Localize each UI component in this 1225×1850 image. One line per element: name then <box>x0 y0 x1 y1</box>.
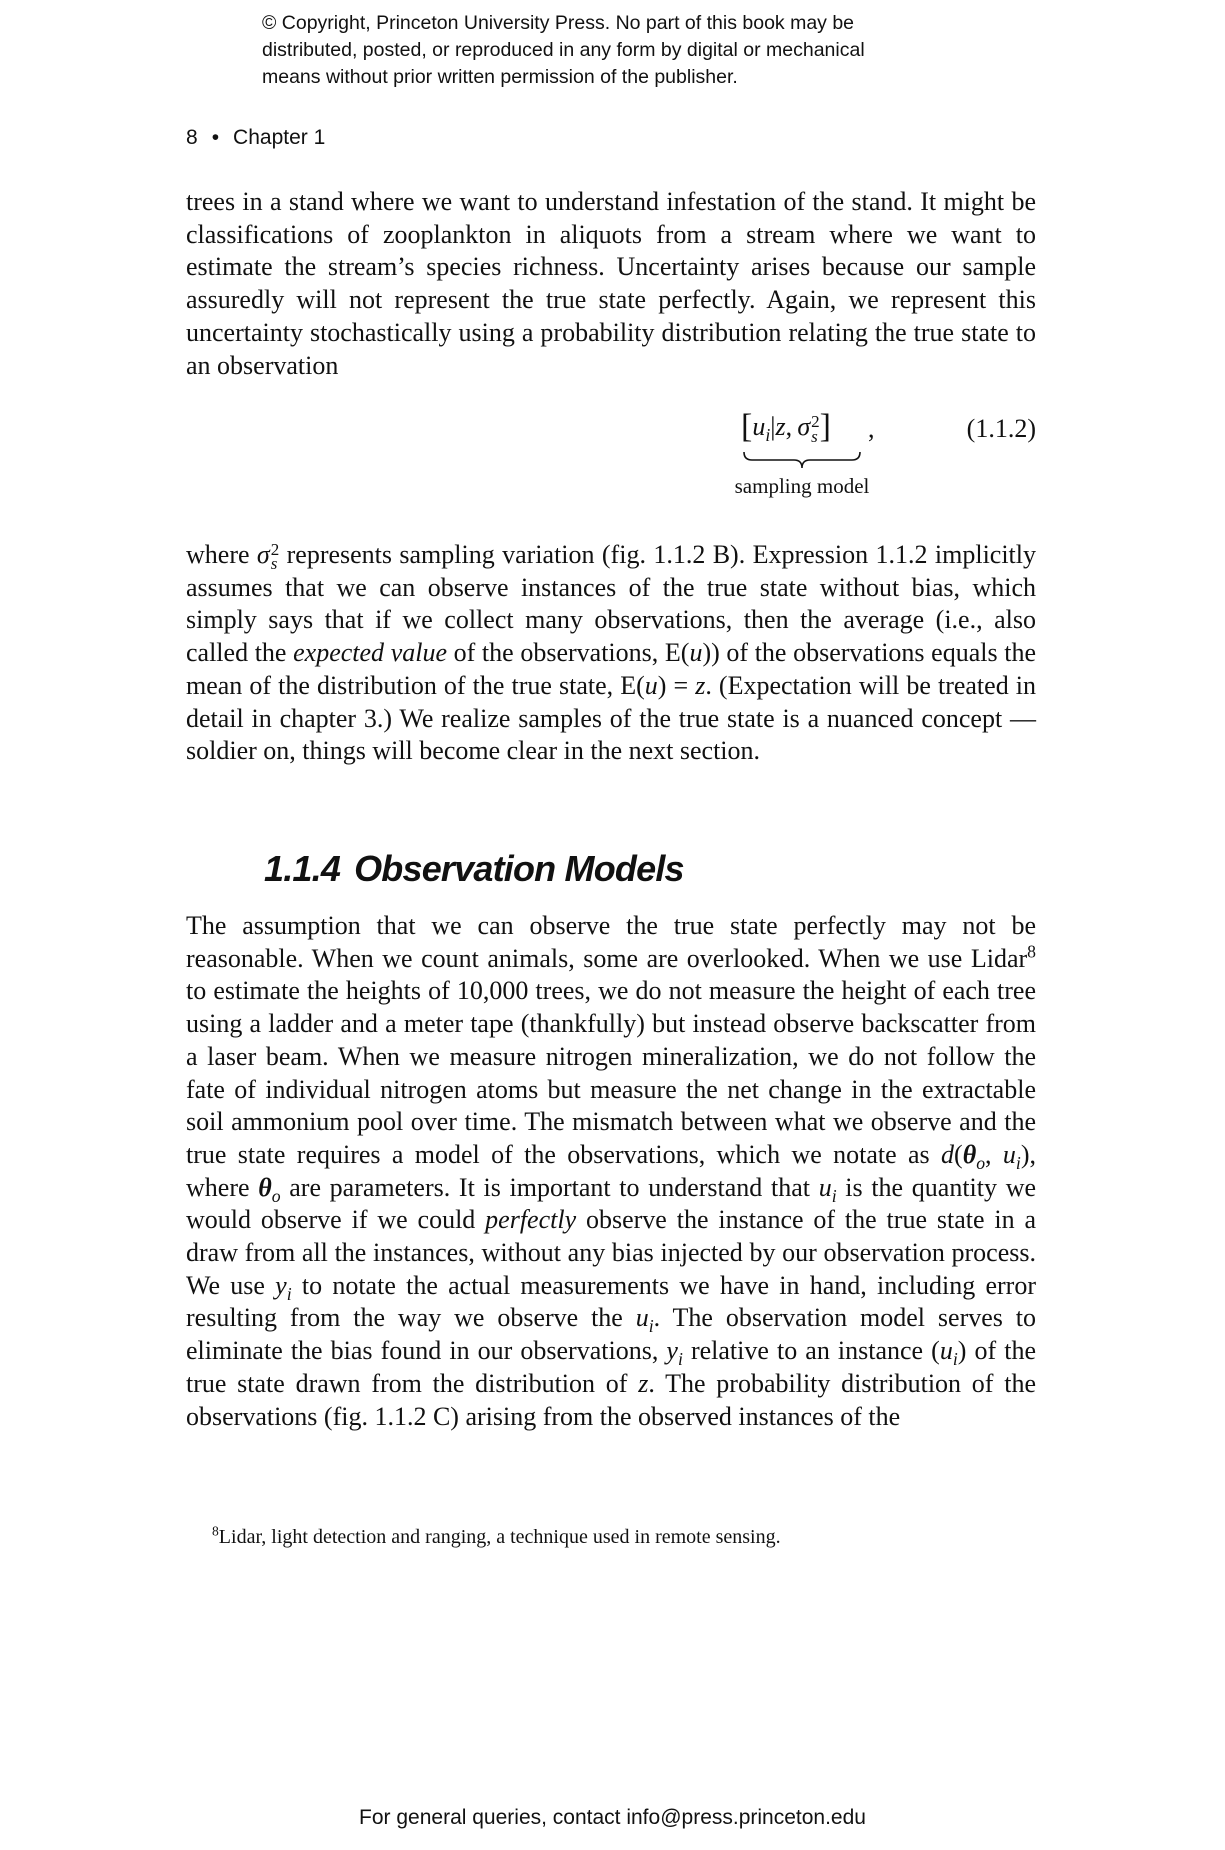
p3-text-13: . The probability distribution of the observations (fig. 1.1.2 C) arising from the observed instances of the <box>186 1368 1036 1431</box>
p3-var-y-2-subscript: i <box>677 1349 683 1370</box>
eq-conditional-bar: | <box>770 412 776 441</box>
p3-text-10: . The observation model serves to eliminate the bias found in our observations, <box>186 1303 1036 1366</box>
p2-text-1: represents sampling variation (fig. 1.1.2 B). Expression 1.1.2 implicitly assumes that we can observe instances of the true state without bias, which simply says that if we collect many observations, then the average (i.e., also called the <box>186 540 1036 668</box>
paragraph-3-text <box>186 910 1036 1433</box>
right-bracket: ] <box>819 408 831 445</box>
p3-var-y-1-subscript: i <box>286 1283 292 1304</box>
section-number: 1.1.4 <box>264 848 341 889</box>
equation-number: (1.1.2) <box>966 414 1036 443</box>
p2-var-z: z <box>695 670 706 700</box>
p2-var-u-1: u <box>689 638 703 668</box>
p3-var-y-2: y <box>666 1336 678 1366</box>
p3-theta-2-subscript: o <box>271 1185 281 1206</box>
footnote-reference: 8 <box>1027 941 1036 962</box>
running-head-separator: • <box>211 126 220 149</box>
equation-body <box>741 406 831 447</box>
p3-text-1: The assumption that we can observe the true state perfectly may not be reasonable. When we count animals, some are overlooked. When we use Lidar <box>186 911 1036 973</box>
paragraph-2-text <box>186 539 1036 768</box>
paragraph-1 <box>186 186 1036 382</box>
copyright-notice <box>262 10 1022 91</box>
eq-inner-comma: , <box>785 412 793 441</box>
p3-var-u-2: u <box>818 1172 832 1202</box>
p3-var-u-4: u <box>939 1336 953 1366</box>
eq-sigma-superscript: 2 <box>811 412 820 432</box>
p2-where: where <box>186 540 250 569</box>
paragraph-2 <box>186 539 1036 768</box>
eq-z: z <box>775 412 786 441</box>
eq-sigma: σ <box>797 412 811 441</box>
p3-text-7: is the quantity we would observe if we could <box>186 1172 1037 1235</box>
p3-var-y-1: y <box>275 1270 287 1300</box>
p2-text-2: of the observations, E( <box>447 638 690 668</box>
p2-var-u-2: u <box>644 670 658 700</box>
p3-emphasis: perfectly <box>485 1205 577 1235</box>
underbrace-label: sampling model <box>734 474 870 498</box>
eq-u-subscript: i <box>765 425 771 446</box>
p3-var-u-2-subscript: i <box>831 1185 837 1206</box>
p2-text-5: . (Expectation will be treated in detail in chapter 3.) We realize samples of the true state is a nuanced concept — soldier on, things will become clear in the next section. <box>186 670 1036 766</box>
p3-text-6: are parameters. It is important to understand that <box>280 1172 819 1202</box>
p3-text-2: to estimate the heights of 10,000 trees, we do not measure the height of each tree using a ladder and a meter tape (thankfully) but instead observe backscatter from a laser beam. When we measure nitrogen mineralization, we do not follow the fate of individual nitrogen atoms but measure the net change in the extractable soil ammonium pool over time. The mismatch between what we observe and the true state requires a model of the observations, which we notate as <box>186 976 1036 1169</box>
paragraph-3 <box>186 910 1036 1433</box>
left-bracket: [ <box>741 408 753 445</box>
chapter-label: Chapter 1 <box>233 126 326 149</box>
underbrace <box>742 450 862 470</box>
p3-text-4: , <box>985 1139 1003 1169</box>
footnote <box>212 1524 1032 1550</box>
paragraph-1-text: trees in a stand where we want to understand infestation of the stand. It might be classifications of zooplankton in aliquots from a stream where we want to estimate the stream’s species richness. Uncertainty arises because our sample assuredly will not represent the true state perfectly. Again, we represent this uncertainty stochastically using a probability distribution relating the true state to an observation <box>186 187 1036 380</box>
section-title: Observation Models <box>354 848 684 889</box>
p3-var-u-1: u <box>1002 1139 1016 1169</box>
p3-var-u-4-subscript: i <box>952 1349 958 1370</box>
p2-text-3: )) of the observations equals the mean of the distribution of the true state, E( <box>186 638 1036 700</box>
p3-text-5: ), where <box>186 1139 1036 1202</box>
p3-var-u-3-subscript: i <box>648 1316 654 1337</box>
p3-var-u-3: u <box>635 1303 649 1333</box>
p2-emphasis: expected value <box>293 638 447 668</box>
p3-text-9: to notate the actual measurements we have in hand, including error resulting from the way we observe the <box>186 1270 1037 1333</box>
p3-text-12: ) of the true state drawn from the distribution of <box>186 1336 1036 1398</box>
running-head <box>186 126 325 150</box>
equation-1-1-2 <box>186 396 1036 506</box>
p3-var-d: d <box>941 1139 955 1169</box>
p3-text-3: ( <box>954 1139 963 1169</box>
contact-line: For general queries, contact info@press.princeton.edu <box>359 1806 866 1829</box>
eq-sigma-subscript: s <box>811 427 818 447</box>
p3-theta-1-subscript: o <box>976 1153 986 1174</box>
p3-var-z: z <box>638 1368 649 1398</box>
section-heading <box>264 848 684 890</box>
eq-u: u <box>752 412 766 441</box>
footnote-text: Lidar, light detection and ranging, a technique used in remote sensing. <box>218 1526 781 1548</box>
copyright-line-2: distributed, posted, or reproduced in any form by digital or mechanical <box>262 39 865 61</box>
copyright-line-3: means without prior written permission of the publisher. <box>262 66 738 88</box>
p3-theta-1: θ <box>962 1139 977 1169</box>
p2-sigma-subscript: s <box>270 554 278 574</box>
p2-sigma-superscript: 2 <box>270 540 280 560</box>
p3-theta-2: θ <box>258 1172 272 1202</box>
page-number: 8 <box>186 126 198 149</box>
copyright-line-1: © Copyright, Princeton University Press. No part of this book may be <box>262 12 855 34</box>
p2-text-4: ) = <box>657 670 696 700</box>
p3-text-11: relative to an instance ( <box>682 1336 940 1366</box>
p2-sigma: σ <box>256 540 270 569</box>
p3-var-u-1-subscript: i <box>1015 1153 1021 1174</box>
footnote-marker: 8 <box>212 1523 219 1539</box>
p3-text-8: observe the instance of the true state in a draw from all the instances, without any bias injected by our observation process. We use <box>186 1205 1036 1300</box>
equation-comma: , <box>868 414 875 443</box>
